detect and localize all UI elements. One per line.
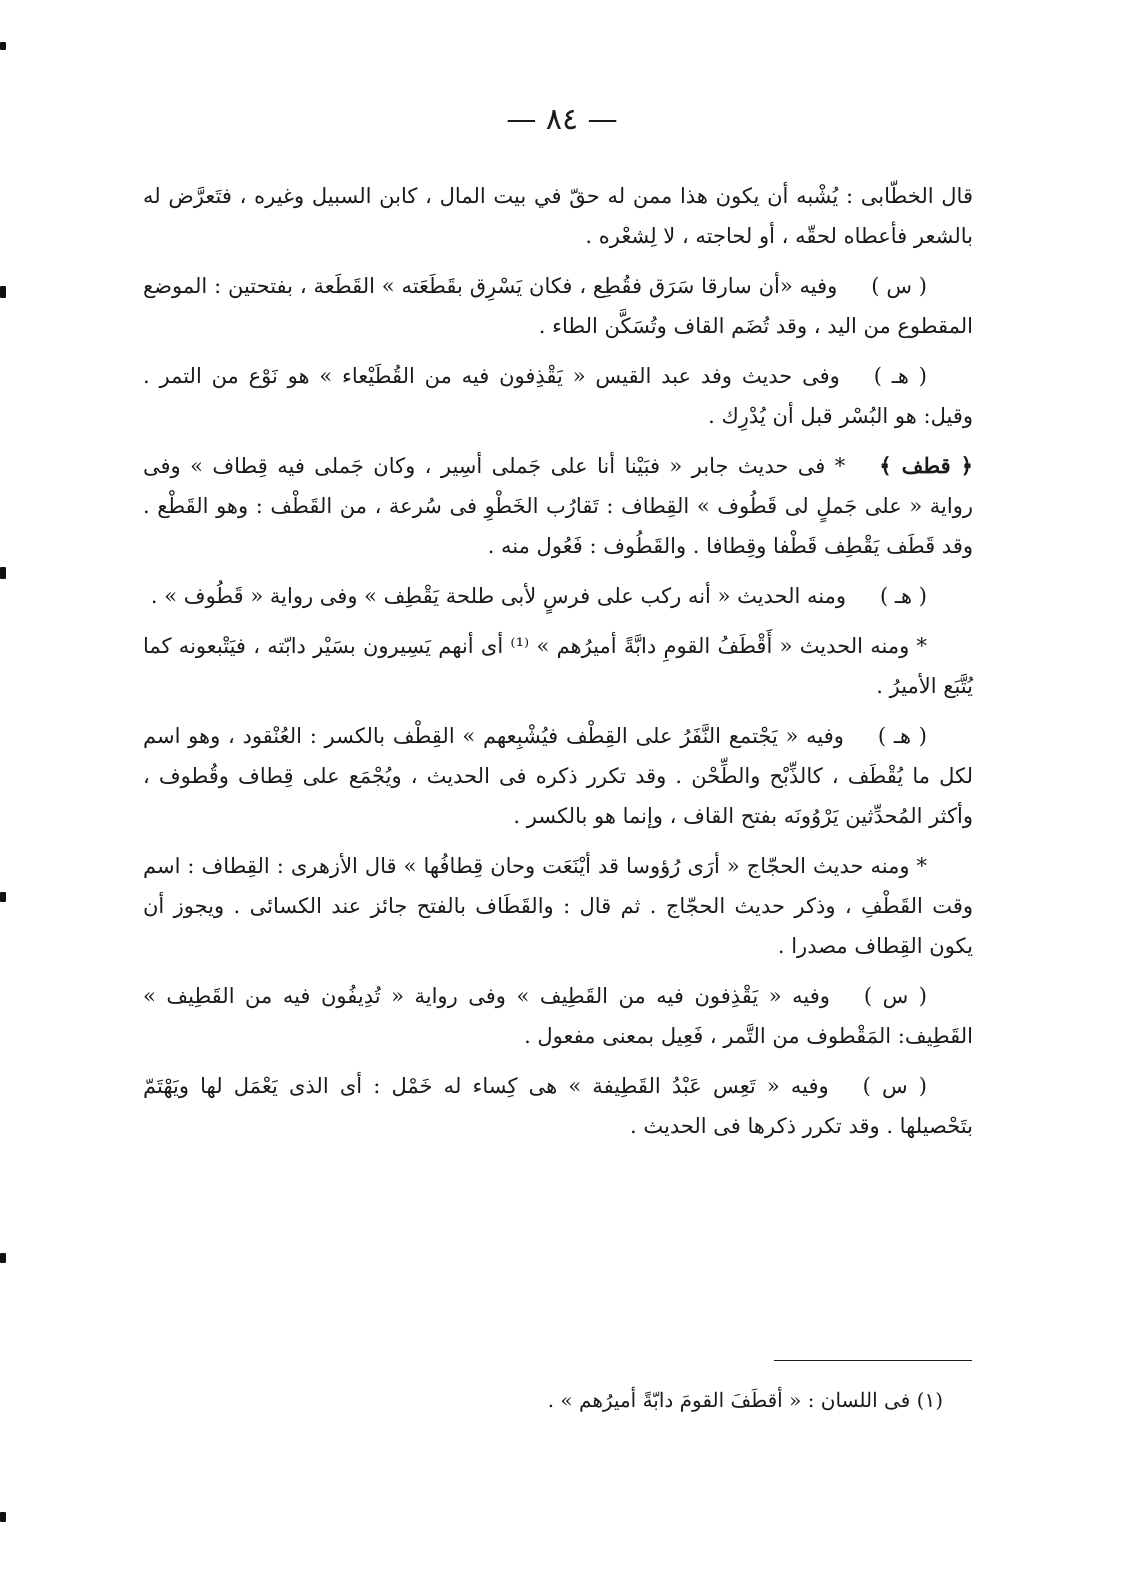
scan-edge-mark (0, 1253, 6, 1263)
paragraph-text: * ومنه الحديث « أَقْطَفُ القومِ دابَّةً أميرُهم » ⁽¹⁾ أى أنهم يَسِيرون بسَيْر دابّته ، فيَتْبعونه كما يُتَّبَع الأميرُ . (143, 634, 973, 698)
source-tag: ( هـ ) (880, 584, 927, 608)
paragraph (143, 266, 973, 346)
paragraph (143, 626, 973, 706)
scan-edge-mark (0, 286, 6, 298)
paragraph-text: * ومنه حديث الحجّاج « أرَى رُؤوسا قد أيْنَعَت وحان قِطافُها » قال الأزهرى : القِطاف : اسم وقت القَطْفِ ، وذكر حديث الحجّاج . ثم قال : والقَطَاف بالفتح جائز عند الكسائى . ويجوز أن يكون القِطاف مصدرا . (143, 854, 973, 958)
footnote-divider (774, 1360, 972, 1361)
footnote: (١) فى اللسان : « أقطَفَ القومَ دابّةً أميرُهم » . (547, 1388, 943, 1412)
paragraph-text: وفيه « يَجْتمع النَّفَرُ على القِطْف فيُشْبِعهم » القِطْف بالكسر : العُنْقود ، وهو اسم لكل ما يُقْطَف ، كالذِّبْح والطِّحْن . وقد تكرر ذكره فى الحديث ، ويُجْمَع على قِطاف وقُطوف ، وأكثر المُحدِّثين يَرْوُونَه بفتح القاف ، وإنما هو بالكسر . (143, 724, 973, 828)
paragraph (143, 846, 973, 966)
entry-paragraph (143, 446, 973, 566)
paragraph (143, 356, 973, 436)
paragraph-text: وفيه «أن سارقا سَرَق فقُطِع ، فكان يَسْرِق بقَطَعَته » القَطَعة ، بفتحتين : الموضع المقطوع من اليد ، وقد تُضَم القاف وتُسَكَّن الطاء . (143, 274, 973, 338)
paragraph (143, 1066, 973, 1146)
source-tag: ( هـ ) (873, 364, 927, 388)
paragraph-text: قال الخطّابى : يُشْبه أن يكون هذا ممن له حقّ في بيت المال ، كابن السبيل وغيره ، فتَعرَّض له بالشعر فأعطاه لحقّه ، أو لحاجته ، لا لِشعْره . (143, 184, 973, 248)
paragraph-text: وفيه « تَعِس عَبْدُ القَطِيفة » هى كِساء له خَمْل : أى الذى يَعْمَل لها ويَهْتَمّ بتَحْصيلها . وقد تكرر ذكرها فى الحديث . (143, 1074, 973, 1138)
page-number: — ٨٤ — (506, 102, 618, 137)
main-text (143, 176, 973, 1156)
scan-edge-mark (0, 42, 6, 50)
source-tag: ( هـ ) (877, 724, 927, 748)
scan-edge-mark (0, 892, 6, 902)
source-tag: ( س ) (862, 1074, 928, 1098)
paragraph (143, 176, 973, 256)
paragraph-text: * فى حديث جابر « فبَيْنا أنا على جَملى أسِير ، وكان جَملى فيه قِطاف » وفى رواية « على جَملٍ لى قَطُوف » القِطاف : تَقارُب الخَطْوِ فى سُرعة ، من القَطْف : وهو القَطْع . وقد قَطَف يَقْطِف قَطْفا وقِطافا . والقَطُوف : فَعُول منه . (143, 454, 973, 558)
source-tag: ( س ) (871, 274, 927, 298)
paragraph-text: ومنه الحديث « أنه ركب على فرسٍ لأبى طلحة يَقْطِف » وفى رواية « قَطُوف » . (150, 584, 847, 608)
source-tag: ( س ) (863, 984, 927, 1008)
paragraph (143, 576, 973, 616)
paragraph (143, 716, 973, 836)
paragraph-text: وفيه « يَقْذِفون فيه من القَطِيف » وفى رواية « تُدِيفُون فيه من القَطِيف » القَطِيف: المَقْطوف من التَّمر ، فَعِيل بمعنى مفعول . (143, 984, 973, 1048)
scan-edge-mark (0, 567, 6, 579)
paragraph-text: وفى حديث وفد عبد القيس « يَقْذِفون فيه من القُطَيْعاء » هو نَوْع من التمر . وقيل: هو البُسْر قبل أن يُدْرِك . (143, 364, 973, 428)
entry-heading: ﴿ قطف ﴾ (879, 453, 973, 478)
paragraph (143, 976, 973, 1056)
scan-edge-mark (0, 1512, 6, 1522)
